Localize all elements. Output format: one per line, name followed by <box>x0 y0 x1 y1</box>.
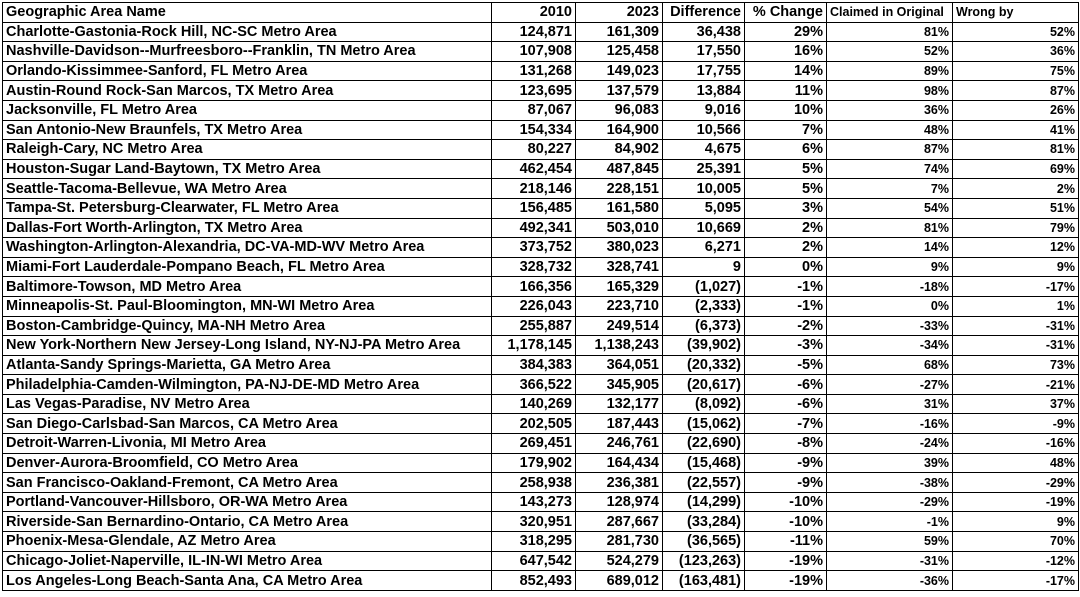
table-row <box>3 512 1079 532</box>
difference-cell: 13,884 <box>663 81 745 101</box>
wrong-by-cell: 1% <box>953 296 1079 316</box>
geographic-area-cell: Nashville-Davidson--Murfreesboro--Franklin, TN Metro Area <box>3 42 492 62</box>
percent-change-cell: -3% <box>745 336 827 356</box>
table-row <box>3 238 1079 258</box>
difference-cell: 17,550 <box>663 42 745 62</box>
value-2023-cell: 287,667 <box>576 512 663 532</box>
geographic-area-cell: Los Angeles-Long Beach-Santa Ana, CA Metro Area <box>3 571 492 591</box>
geographic-area-cell: Charlotte-Gastonia-Rock Hill, NC-SC Metro Area <box>3 22 492 42</box>
difference-cell: (15,468) <box>663 453 745 473</box>
wrong-by-cell: -29% <box>953 473 1079 493</box>
claimed-in-original-cell: 48% <box>827 120 953 140</box>
percent-change-cell: 2% <box>745 218 827 238</box>
table-row <box>3 336 1079 356</box>
wrong-by-cell: -31% <box>953 316 1079 336</box>
table-row <box>3 473 1079 493</box>
wrong-by-cell: -9% <box>953 414 1079 434</box>
value-2023-cell: 164,900 <box>576 120 663 140</box>
wrong-by-cell: 9% <box>953 512 1079 532</box>
header-2023: 2023 <box>576 3 663 23</box>
value-2023-cell: 128,974 <box>576 492 663 512</box>
value-2010-cell: 647,542 <box>492 551 576 571</box>
value-2023-cell: 161,309 <box>576 22 663 42</box>
value-2010-cell: 255,887 <box>492 316 576 336</box>
value-2023-cell: 223,710 <box>576 296 663 316</box>
geographic-area-cell: Riverside-San Bernardino-Ontario, CA Metro Area <box>3 512 492 532</box>
claimed-in-original-cell: -33% <box>827 316 953 336</box>
percent-change-cell: 3% <box>745 198 827 218</box>
value-2023-cell: 364,051 <box>576 355 663 375</box>
value-2023-cell: 328,741 <box>576 257 663 277</box>
header-percent-change: % Change <box>745 3 827 23</box>
wrong-by-cell: -31% <box>953 336 1079 356</box>
difference-cell: 10,566 <box>663 120 745 140</box>
value-2010-cell: 143,273 <box>492 492 576 512</box>
value-2010-cell: 80,227 <box>492 140 576 160</box>
value-2010-cell: 366,522 <box>492 375 576 395</box>
wrong-by-cell: 36% <box>953 42 1079 62</box>
percent-change-cell: -7% <box>745 414 827 434</box>
claimed-in-original-cell: 39% <box>827 453 953 473</box>
wrong-by-cell: 37% <box>953 394 1079 414</box>
table-row <box>3 198 1079 218</box>
claimed-in-original-cell: -24% <box>827 434 953 454</box>
difference-cell: (123,263) <box>663 551 745 571</box>
claimed-in-original-cell: 7% <box>827 179 953 199</box>
table-row <box>3 532 1079 552</box>
claimed-in-original-cell: 59% <box>827 532 953 552</box>
percent-change-cell: -1% <box>745 277 827 297</box>
value-2010-cell: 87,067 <box>492 100 576 120</box>
table-row <box>3 375 1079 395</box>
geographic-area-cell: Chicago-Joliet-Naperville, IL-IN-WI Metro Area <box>3 551 492 571</box>
wrong-by-cell: -19% <box>953 492 1079 512</box>
value-2010-cell: 328,732 <box>492 257 576 277</box>
wrong-by-cell: 69% <box>953 159 1079 179</box>
header-geographic-area: Geographic Area Name <box>3 3 492 23</box>
percent-change-cell: -10% <box>745 492 827 512</box>
geographic-area-cell: Baltimore-Towson, MD Metro Area <box>3 277 492 297</box>
table-row <box>3 434 1079 454</box>
table-row <box>3 22 1079 42</box>
table-row <box>3 257 1079 277</box>
value-2023-cell: 487,845 <box>576 159 663 179</box>
value-2023-cell: 137,579 <box>576 81 663 101</box>
value-2010-cell: 131,268 <box>492 61 576 81</box>
percent-change-cell: 7% <box>745 120 827 140</box>
value-2010-cell: 384,383 <box>492 355 576 375</box>
geographic-area-cell: Tampa-St. Petersburg-Clearwater, FL Metro Area <box>3 198 492 218</box>
claimed-in-original-cell: 89% <box>827 61 953 81</box>
geographic-area-cell: San Diego-Carlsbad-San Marcos, CA Metro Area <box>3 414 492 434</box>
geographic-area-cell: Philadelphia-Camden-Wilmington, PA-NJ-DE-MD Metro Area <box>3 375 492 395</box>
claimed-in-original-cell: -18% <box>827 277 953 297</box>
value-2023-cell: 187,443 <box>576 414 663 434</box>
value-2023-cell: 125,458 <box>576 42 663 62</box>
table-row <box>3 571 1079 591</box>
percent-change-cell: 29% <box>745 22 827 42</box>
geographic-area-cell: Minneapolis-St. Paul-Bloomington, MN-WI Metro Area <box>3 296 492 316</box>
wrong-by-cell: 9% <box>953 257 1079 277</box>
table-row <box>3 355 1079 375</box>
difference-cell: (33,284) <box>663 512 745 532</box>
value-2023-cell: 380,023 <box>576 238 663 258</box>
difference-cell: (6,373) <box>663 316 745 336</box>
value-2023-cell: 161,580 <box>576 198 663 218</box>
value-2010-cell: 218,146 <box>492 179 576 199</box>
geographic-area-cell: New York-Northern New Jersey-Long Island, NY-NJ-PA Metro Area <box>3 336 492 356</box>
difference-cell: (163,481) <box>663 571 745 591</box>
wrong-by-cell: 12% <box>953 238 1079 258</box>
value-2010-cell: 123,695 <box>492 81 576 101</box>
claimed-in-original-cell: 68% <box>827 355 953 375</box>
table-row <box>3 81 1079 101</box>
percent-change-cell: 0% <box>745 257 827 277</box>
percent-change-cell: 2% <box>745 238 827 258</box>
table-row <box>3 277 1079 297</box>
table-row <box>3 42 1079 62</box>
table-row <box>3 551 1079 571</box>
wrong-by-cell: 70% <box>953 532 1079 552</box>
difference-cell: (20,617) <box>663 375 745 395</box>
table-row <box>3 179 1079 199</box>
geographic-area-cell: Orlando-Kissimmee-Sanford, FL Metro Area <box>3 61 492 81</box>
value-2010-cell: 154,334 <box>492 120 576 140</box>
difference-cell: 10,005 <box>663 179 745 199</box>
claimed-in-original-cell: -38% <box>827 473 953 493</box>
value-2010-cell: 124,871 <box>492 22 576 42</box>
difference-cell: 36,438 <box>663 22 745 42</box>
geographic-area-cell: Denver-Aurora-Broomfield, CO Metro Area <box>3 453 492 473</box>
table-row <box>3 414 1079 434</box>
geographic-area-cell: Miami-Fort Lauderdale-Pompano Beach, FL Metro Area <box>3 257 492 277</box>
wrong-by-cell: 73% <box>953 355 1079 375</box>
value-2010-cell: 226,043 <box>492 296 576 316</box>
value-2023-cell: 524,279 <box>576 551 663 571</box>
header-claimed-in-original: Claimed in Original <box>827 3 953 23</box>
geographic-area-cell: Raleigh-Cary, NC Metro Area <box>3 140 492 160</box>
claimed-in-original-cell: 74% <box>827 159 953 179</box>
value-2023-cell: 246,761 <box>576 434 663 454</box>
difference-cell: 4,675 <box>663 140 745 160</box>
wrong-by-cell: 2% <box>953 179 1079 199</box>
claimed-in-original-cell: -31% <box>827 551 953 571</box>
geographic-area-cell: Boston-Cambridge-Quincy, MA-NH Metro Area <box>3 316 492 336</box>
value-2010-cell: 1,178,145 <box>492 336 576 356</box>
geographic-area-cell: San Antonio-New Braunfels, TX Metro Area <box>3 120 492 140</box>
difference-cell: (2,333) <box>663 296 745 316</box>
table-row <box>3 453 1079 473</box>
table-row <box>3 120 1079 140</box>
difference-cell: (20,332) <box>663 355 745 375</box>
wrong-by-cell: 81% <box>953 140 1079 160</box>
percent-change-cell: -5% <box>745 355 827 375</box>
table-row <box>3 61 1079 81</box>
claimed-in-original-cell: -16% <box>827 414 953 434</box>
claimed-in-original-cell: 31% <box>827 394 953 414</box>
geographic-area-cell: Las Vegas-Paradise, NV Metro Area <box>3 394 492 414</box>
percent-change-cell: -11% <box>745 532 827 552</box>
value-2010-cell: 373,752 <box>492 238 576 258</box>
value-2010-cell: 156,485 <box>492 198 576 218</box>
value-2010-cell: 258,938 <box>492 473 576 493</box>
difference-cell: 9,016 <box>663 100 745 120</box>
claimed-in-original-cell: -34% <box>827 336 953 356</box>
claimed-in-original-cell: 98% <box>827 81 953 101</box>
value-2010-cell: 140,269 <box>492 394 576 414</box>
metro-data-table <box>2 2 1079 591</box>
header-difference: Difference <box>663 3 745 23</box>
wrong-by-cell: 79% <box>953 218 1079 238</box>
value-2023-cell: 689,012 <box>576 571 663 591</box>
value-2023-cell: 249,514 <box>576 316 663 336</box>
difference-cell: (8,092) <box>663 394 745 414</box>
value-2023-cell: 281,730 <box>576 532 663 552</box>
percent-change-cell: -10% <box>745 512 827 532</box>
percent-change-cell: -2% <box>745 316 827 336</box>
difference-cell: 10,669 <box>663 218 745 238</box>
value-2010-cell: 166,356 <box>492 277 576 297</box>
geographic-area-cell: Portland-Vancouver-Hillsboro, OR-WA Metro Area <box>3 492 492 512</box>
claimed-in-original-cell: 81% <box>827 22 953 42</box>
difference-cell: 6,271 <box>663 238 745 258</box>
value-2023-cell: 96,083 <box>576 100 663 120</box>
geographic-area-cell: San Francisco-Oakland-Fremont, CA Metro Area <box>3 473 492 493</box>
table-row <box>3 394 1079 414</box>
value-2023-cell: 236,381 <box>576 473 663 493</box>
percent-change-cell: -1% <box>745 296 827 316</box>
claimed-in-original-cell: 14% <box>827 238 953 258</box>
difference-cell: (39,902) <box>663 336 745 356</box>
percent-change-cell: -19% <box>745 551 827 571</box>
value-2010-cell: 179,902 <box>492 453 576 473</box>
geographic-area-cell: Jacksonville, FL Metro Area <box>3 100 492 120</box>
claimed-in-original-cell: 9% <box>827 257 953 277</box>
claimed-in-original-cell: -27% <box>827 375 953 395</box>
geographic-area-cell: Seattle-Tacoma-Bellevue, WA Metro Area <box>3 179 492 199</box>
difference-cell: 17,755 <box>663 61 745 81</box>
percent-change-cell: -9% <box>745 473 827 493</box>
geographic-area-cell: Detroit-Warren-Livonia, MI Metro Area <box>3 434 492 454</box>
wrong-by-cell: -12% <box>953 551 1079 571</box>
value-2023-cell: 228,151 <box>576 179 663 199</box>
geographic-area-cell: Atlanta-Sandy Springs-Marietta, GA Metro Area <box>3 355 492 375</box>
table-row <box>3 316 1079 336</box>
claimed-in-original-cell: 0% <box>827 296 953 316</box>
claimed-in-original-cell: 87% <box>827 140 953 160</box>
geographic-area-cell: Dallas-Fort Worth-Arlington, TX Metro Area <box>3 218 492 238</box>
percent-change-cell: 14% <box>745 61 827 81</box>
value-2010-cell: 269,451 <box>492 434 576 454</box>
geographic-area-cell: Austin-Round Rock-San Marcos, TX Metro Area <box>3 81 492 101</box>
wrong-by-cell: -17% <box>953 571 1079 591</box>
percent-change-cell: 5% <box>745 179 827 199</box>
table-row <box>3 140 1079 160</box>
table-row <box>3 218 1079 238</box>
geographic-area-cell: Houston-Sugar Land-Baytown, TX Metro Area <box>3 159 492 179</box>
claimed-in-original-cell: 81% <box>827 218 953 238</box>
percent-change-cell: 6% <box>745 140 827 160</box>
percent-change-cell: 16% <box>745 42 827 62</box>
table-row <box>3 100 1079 120</box>
claimed-in-original-cell: -36% <box>827 571 953 591</box>
wrong-by-cell: 48% <box>953 453 1079 473</box>
difference-cell: 5,095 <box>663 198 745 218</box>
percent-change-cell: -19% <box>745 571 827 591</box>
difference-cell: 9 <box>663 257 745 277</box>
wrong-by-cell: -16% <box>953 434 1079 454</box>
value-2023-cell: 84,902 <box>576 140 663 160</box>
difference-cell: (22,557) <box>663 473 745 493</box>
value-2023-cell: 345,905 <box>576 375 663 395</box>
value-2010-cell: 492,341 <box>492 218 576 238</box>
header-2010: 2010 <box>492 3 576 23</box>
value-2023-cell: 165,329 <box>576 277 663 297</box>
percent-change-cell: 5% <box>745 159 827 179</box>
wrong-by-cell: 87% <box>953 81 1079 101</box>
difference-cell: (1,027) <box>663 277 745 297</box>
difference-cell: 25,391 <box>663 159 745 179</box>
claimed-in-original-cell: -1% <box>827 512 953 532</box>
difference-cell: (14,299) <box>663 492 745 512</box>
percent-change-cell: -6% <box>745 394 827 414</box>
claimed-in-original-cell: 52% <box>827 42 953 62</box>
value-2010-cell: 318,295 <box>492 532 576 552</box>
difference-cell: (22,690) <box>663 434 745 454</box>
value-2010-cell: 320,951 <box>492 512 576 532</box>
table-row <box>3 159 1079 179</box>
value-2023-cell: 149,023 <box>576 61 663 81</box>
value-2023-cell: 132,177 <box>576 394 663 414</box>
percent-change-cell: -9% <box>745 453 827 473</box>
wrong-by-cell: -17% <box>953 277 1079 297</box>
table-row <box>3 296 1079 316</box>
percent-change-cell: -6% <box>745 375 827 395</box>
geographic-area-cell: Phoenix-Mesa-Glendale, AZ Metro Area <box>3 532 492 552</box>
percent-change-cell: -8% <box>745 434 827 454</box>
value-2010-cell: 202,505 <box>492 414 576 434</box>
wrong-by-cell: 75% <box>953 61 1079 81</box>
wrong-by-cell: -21% <box>953 375 1079 395</box>
claimed-in-original-cell: 36% <box>827 100 953 120</box>
difference-cell: (36,565) <box>663 532 745 552</box>
geographic-area-cell: Washington-Arlington-Alexandria, DC-VA-MD-WV Metro Area <box>3 238 492 258</box>
header-wrong-by: Wrong by <box>953 3 1079 23</box>
header-row <box>3 3 1079 23</box>
wrong-by-cell: 26% <box>953 100 1079 120</box>
value-2010-cell: 852,493 <box>492 571 576 591</box>
table-row <box>3 492 1079 512</box>
percent-change-cell: 10% <box>745 100 827 120</box>
value-2023-cell: 164,434 <box>576 453 663 473</box>
difference-cell: (15,062) <box>663 414 745 434</box>
value-2010-cell: 107,908 <box>492 42 576 62</box>
claimed-in-original-cell: 54% <box>827 198 953 218</box>
table-body <box>3 22 1079 590</box>
value-2023-cell: 1,138,243 <box>576 336 663 356</box>
wrong-by-cell: 52% <box>953 22 1079 42</box>
claimed-in-original-cell: -29% <box>827 492 953 512</box>
value-2010-cell: 462,454 <box>492 159 576 179</box>
wrong-by-cell: 51% <box>953 198 1079 218</box>
value-2023-cell: 503,010 <box>576 218 663 238</box>
wrong-by-cell: 41% <box>953 120 1079 140</box>
percent-change-cell: 11% <box>745 81 827 101</box>
